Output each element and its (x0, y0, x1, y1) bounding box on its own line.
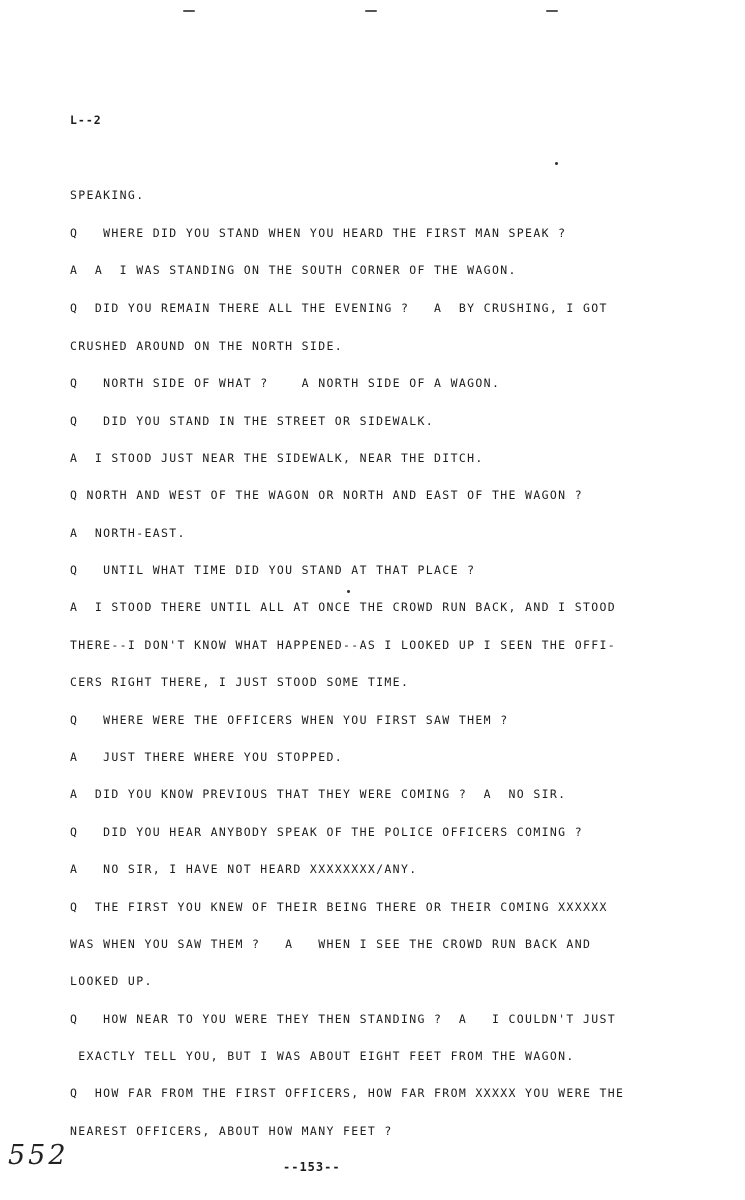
transcript-line: Q NORTH AND WEST OF THE WAGON OR NORTH AND EAST OF THE WAGON ? (70, 488, 583, 502)
transcript-line: A NORTH-EAST. (70, 526, 186, 540)
transcript-line: Q HOW FAR FROM THE FIRST OFFICERS, HOW FAR FROM XXXXX YOU WERE THE (70, 1086, 625, 1100)
top-margin-mark (183, 10, 195, 12)
transcript-line: Q NORTH SIDE OF WHAT ? A NORTH SIDE OF A WAGON. (70, 376, 501, 390)
transcript-line: WAS WHEN YOU SAW THEM ? A WHEN I SEE THE CROWD RUN BACK AND (70, 937, 592, 951)
top-margin-mark (546, 10, 558, 12)
transcript-line: Q THE FIRST YOU KNEW OF THEIR BEING THERE OR THEIR COMING XXXXXX (70, 900, 608, 914)
page-code: L--2 (70, 113, 102, 127)
transcript-line: Q DID YOU REMAIN THERE ALL THE EVENING ? A BY CRUSHING, I GOT (70, 301, 608, 315)
handwritten-page-number: 552 (8, 1140, 69, 1171)
speck (555, 162, 558, 165)
transcript-line: A DID YOU KNOW PREVIOUS THAT THEY WERE COMING ? A NO SIR. (70, 787, 567, 801)
page-number: --153-- (283, 1160, 341, 1174)
transcript-line: A I STOOD JUST NEAR THE SIDEWALK, NEAR THE DITCH. (70, 451, 484, 465)
transcript-line: SPEAKING. (70, 188, 145, 202)
transcript-line: Q WHERE WERE THE OFFICERS WHEN YOU FIRST SAW THEM ? (70, 713, 509, 727)
transcript-line: Q DID YOU STAND IN THE STREET OR SIDEWALK. (70, 414, 435, 428)
transcript-line: CRUSHED AROUND ON THE NORTH SIDE. (70, 339, 344, 353)
transcript-line: THERE--I DON'T KNOW WHAT HAPPENED--AS I LOOKED UP I SEEN THE OFFI- (70, 638, 617, 652)
transcript-line: A A I WAS STANDING ON THE SOUTH CORNER OF THE WAGON. (70, 263, 517, 277)
transcript-line: EXACTLY TELL YOU, BUT I WAS ABOUT EIGHT FEET FROM THE WAGON. (70, 1049, 575, 1063)
transcript-line: A NO SIR, I HAVE NOT HEARD XXXXXXXX/ANY. (70, 862, 418, 876)
transcript-line: A I STOOD THERE UNTIL ALL AT ONCE THE CROWD RUN BACK, AND I STOOD (70, 600, 617, 614)
transcript-line: Q UNTIL WHAT TIME DID YOU STAND AT THAT PLACE ? (70, 563, 476, 577)
transcript-line: Q DID YOU HEAR ANYBODY SPEAK OF THE POLICE OFFICERS COMING ? (70, 825, 583, 839)
transcript-line: LOOKED UP. (70, 974, 153, 988)
transcript-line: Q WHERE DID YOU STAND WHEN YOU HEARD THE FIRST MAN SPEAK ? (70, 226, 567, 240)
transcript-line: A JUST THERE WHERE YOU STOPPED. (70, 750, 344, 764)
transcript-line: CERS RIGHT THERE, I JUST STOOD SOME TIME. (70, 675, 410, 689)
transcript-line: Q HOW NEAR TO YOU WERE THEY THEN STANDING ? A I COULDN'T JUST (70, 1012, 617, 1026)
transcript-line: NEAREST OFFICERS, ABOUT HOW MANY FEET ? (70, 1124, 393, 1138)
top-margin-mark (365, 10, 377, 12)
speck (347, 590, 350, 593)
